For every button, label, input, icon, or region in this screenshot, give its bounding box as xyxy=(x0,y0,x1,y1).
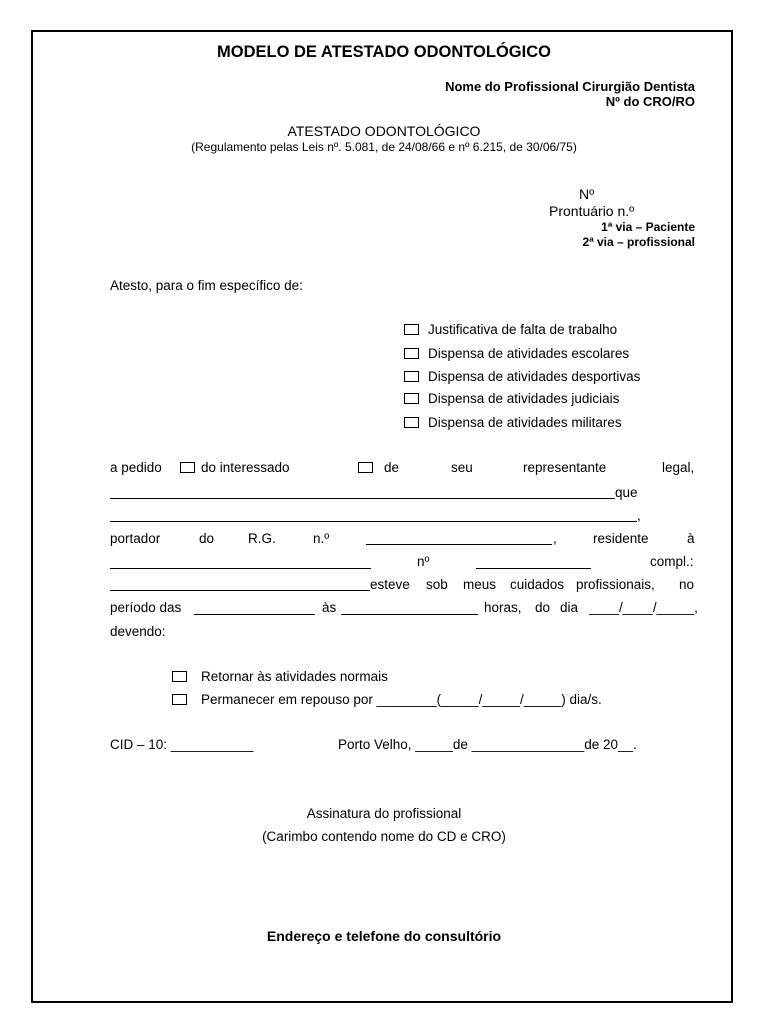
signature-label: Assinatura do profissional xyxy=(306,806,462,821)
comma: , xyxy=(637,508,641,523)
cro-number: Nº do CRO/RO xyxy=(605,94,695,109)
purpose-option[interactable]: Dispensa de atividades desportivas xyxy=(404,369,640,384)
return-option-label: Retornar às atividades normais xyxy=(201,669,388,684)
name-line[interactable] xyxy=(110,498,615,499)
word-as: às xyxy=(322,600,337,615)
word-no: nº xyxy=(417,554,430,569)
interessado-checkbox[interactable] xyxy=(180,462,195,473)
professional-name: Nome do Profissional Cirurgião Dentista xyxy=(445,79,695,94)
checkbox[interactable] xyxy=(404,324,419,335)
word-sob: sob xyxy=(426,577,448,592)
end-time-line[interactable] xyxy=(341,614,478,615)
rest-option-label: Permanecer em repouso por ________(_____/_____/_____) dia/s. xyxy=(201,692,602,707)
office-address: Endereço e telefone do consultório xyxy=(266,928,502,944)
word-seu: seu xyxy=(451,460,473,475)
date-field[interactable]: ____/____/_____, xyxy=(589,600,698,615)
interessado-label: do interessado xyxy=(201,460,290,475)
word-de: de xyxy=(384,460,400,475)
word-cuidados: cuidados xyxy=(510,577,565,592)
word-profissionais: profissionais, xyxy=(576,577,655,592)
word-representante: representante xyxy=(523,460,607,475)
word-dia: dia xyxy=(560,600,579,615)
name-line-2[interactable] xyxy=(110,521,637,522)
word-do: do xyxy=(199,531,215,546)
word-residente: residente xyxy=(593,531,649,546)
representante-checkbox[interactable] xyxy=(358,462,373,473)
intro-text: Atesto, para o fim específico de: xyxy=(110,278,303,293)
word-devendo: devendo: xyxy=(110,624,166,639)
city-date-field[interactable]: Porto Velho, _____de _______________de 20__. xyxy=(338,737,637,752)
prontuario-number: Prontuário n.º xyxy=(549,203,635,219)
purpose-option[interactable]: Dispensa de atividades judiciais xyxy=(404,391,619,406)
word-do-day: do xyxy=(535,600,551,615)
certificate-title: ATESTADO ODONTOLÓGICO xyxy=(287,123,481,139)
purpose-option[interactable]: Justificativa de falta de trabalho xyxy=(404,322,617,337)
start-time-line[interactable] xyxy=(194,614,315,615)
address-line[interactable] xyxy=(110,568,371,569)
word-meus: meus xyxy=(463,577,497,592)
rg-line[interactable] xyxy=(366,544,552,545)
word-no-period: no xyxy=(679,577,695,592)
a-pedido-label: a pedido xyxy=(110,460,162,475)
compl-line[interactable] xyxy=(110,590,370,591)
rest-checkbox[interactable] xyxy=(172,694,187,705)
word-a: à xyxy=(687,531,695,546)
word-rg: R.G. xyxy=(248,531,276,546)
word-portador: portador xyxy=(110,531,161,546)
stamp-label: (Carimbo contendo nome do CD e CRO) xyxy=(262,829,506,844)
cid-field[interactable]: CID – 10: ___________ xyxy=(110,737,254,752)
purpose-option[interactable]: Dispensa de atividades escolares xyxy=(404,346,629,361)
checkbox[interactable] xyxy=(404,371,419,382)
word-compl: compl.: xyxy=(650,554,694,569)
checkbox[interactable] xyxy=(404,393,419,404)
via-patient: 1ª via – Paciente xyxy=(601,220,695,234)
word-horas: horas, xyxy=(484,600,522,615)
word-periodo: período das xyxy=(110,600,182,615)
purpose-option[interactable]: Dispensa de atividades militares xyxy=(404,415,622,430)
number-line[interactable] xyxy=(476,568,591,569)
via-professional: 2ª via – profissional xyxy=(582,235,695,249)
regulation-text: (Regulamento pelas Leis nº. 5.081, de 24/08/66 e nº 6.215, de 30/06/75) xyxy=(191,140,577,154)
record-number: Nº xyxy=(579,186,595,202)
checkbox[interactable] xyxy=(404,417,419,428)
rg-comma: , xyxy=(553,531,557,546)
word-que: que xyxy=(615,485,638,500)
word-n: n.º xyxy=(313,531,330,546)
document-border xyxy=(31,30,733,1003)
word-legal: legal, xyxy=(662,460,695,475)
checkbox[interactable] xyxy=(404,348,419,359)
document-title: MODELO DE ATESTADO ODONTOLÓGICO xyxy=(217,43,551,61)
word-esteve: esteve xyxy=(370,577,410,592)
return-checkbox[interactable] xyxy=(172,671,187,682)
